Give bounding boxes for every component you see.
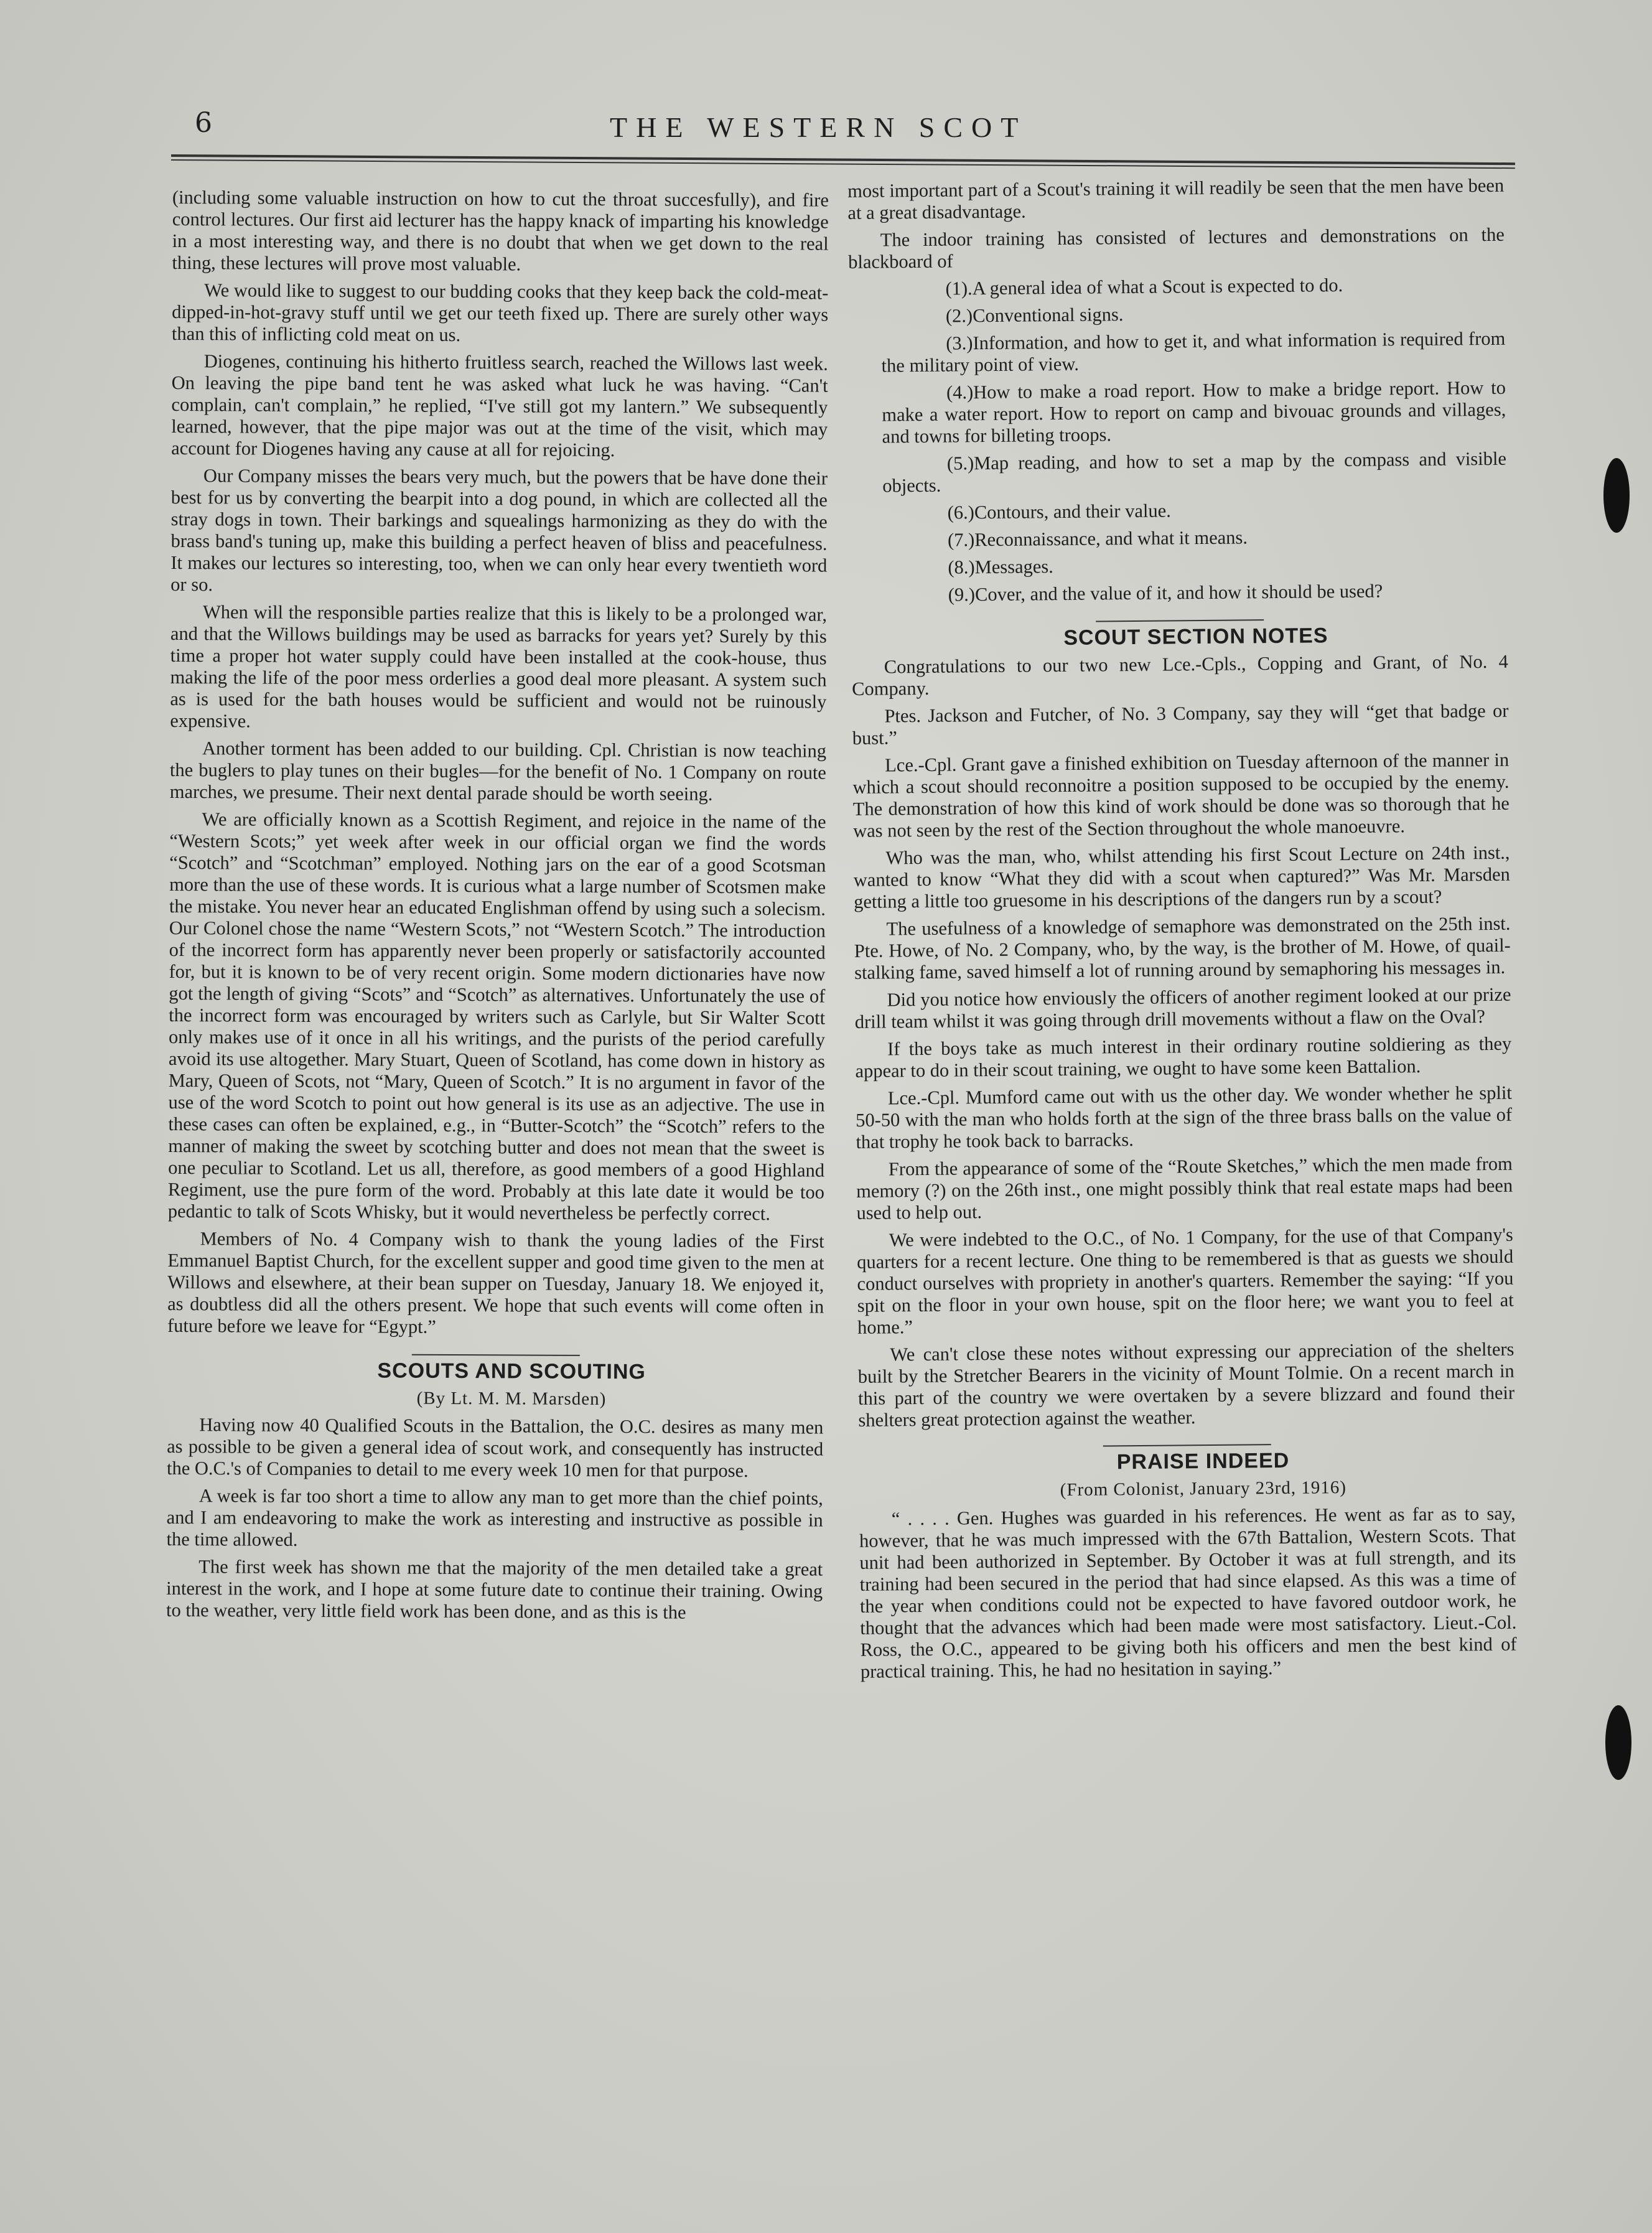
article-paragraph: Our Company misses the bears very much, but the powers that be have done their best for us by converting the bearpit into a dog pound, in which are collected all the stray dogs in town. Their barkings and squealings harmonizing as they do with the brass band's tuning up, make this building a perfect heaven of bliss and peacefulness. It makes our lectures so interesting, too, when we can only hear every twentieth word or so. [170, 465, 828, 596]
running-head: THE WESTERN SCOT [610, 111, 1027, 143]
article-paragraph: Lce.-Cpl. Mumford came out with us the other day. We wonder whether he split 50-50 with the man who holds forth at the sign of the three brass balls on the value of that trophy he took back to barracks. [856, 1082, 1513, 1153]
list-item-number: (7.) [947, 529, 975, 551]
scouts-heading: SCOUTS AND SCOUTING [377, 1359, 646, 1384]
section-divider [411, 1354, 579, 1356]
list-item-text: A general idea of what a Scout is expected to do. [972, 274, 1343, 299]
article-paragraph: We would like to suggest to our budding cooks that they keep back the cold-meat-dipped-in-hot-gravy stuff until we get our teeth fixed up. There are surely other ways than this of inflicting cold meat on us. [171, 279, 829, 346]
article-paragraph: Did you notice how enviously the officers of another regiment looked at our prize drill team whilst it was going through drill movements without a flaw on the Oval? [854, 983, 1511, 1032]
article-paragraph: (including some valuable instruction on how to cut the throat succesfully), and fire control lectures. Our first aid lecturer has the happy knack of imparting his knowledge in a most interesting way, and there is no doubt that when we get down to the real thing, these lectures will prove most valuable. [172, 187, 829, 275]
article-paragraph: Having now 40 Qualified Scouts in the Battalion, the O.C. desires as many men as possible to be given a general idea of scout work, and consequently has instructed the O.C.'s of Companies to detail to me every week 10 men for that purpose. [166, 1414, 824, 1482]
list-item [849, 328, 1506, 377]
list-item [851, 525, 1507, 552]
list-item-number: (6.) [947, 502, 975, 523]
article-paragraph: We were indebted to the O.C., of No. 1 Company, for the use of that Company's quarters for a recent lecture. One thing to be remembered is that as guests we should conduct ourselves with propriety in another's quarters. Remember the saying: “If you spit on the floor in your own house, spit on the floor here; we want you to feel at home.” [857, 1224, 1514, 1338]
article-paragraph: Lce.-Cpl. Grant gave a finished exhibition on Tuesday afternoon of the manner in which a scout should reconnoitre a position supposed to be occupied by the enemy. The demonstration of how this kind of work should be done was so thorough that he was not seen by the rest of the Section throughout the whole manoeuvre. [852, 749, 1510, 841]
article-paragraph: The first week has shown me that the majority of the men detailed take a great interest in the work, and I hope at some future date to continue their training. Owing to the weather, very little field work has been done, and as this is the [166, 1556, 823, 1623]
article-paragraph: Ptes. Jackson and Futcher, of No. 3 Company, say they will “get that badge or bust.” [852, 700, 1509, 749]
list-item-number: (9.) [948, 584, 976, 606]
list-item-number: (8.) [948, 556, 975, 578]
article-paragraph: If the boys take as much interest in their ordinary routine soldiering as they appear to do in their scout training, we ought to have some keen Battalion. [855, 1032, 1512, 1082]
list-item [848, 273, 1505, 301]
list-item-number: (3.) [946, 332, 973, 354]
list-item-text: Reconnaissance, and what it means. [974, 527, 1248, 551]
section-notes-heading: SCOUT SECTION NOTES [1063, 624, 1328, 650]
list-item-text: How to make a road report. How to make a bridge report. How to make a water report. How to report on camp and bivouac grounds and villages, and towns for billeting troops. [882, 377, 1506, 447]
list-item [849, 301, 1505, 328]
list-item [851, 552, 1507, 579]
list-item-text: Contours, and their value. [974, 500, 1171, 523]
list-item [850, 448, 1507, 497]
article-paragraph: Congratulations to our two new Lce.-Cpls., Copping and Grant, of No. 4 Company. [851, 650, 1508, 700]
article-paragraph: Who was the man, who, whilst attending his first Scout Lecture on 24th inst., wanted to know “What they did with a scout when captured?” Was Mr. Marsden getting a little too gruesome in his descriptions of the dangers run by a scout? [853, 841, 1510, 912]
list-item-text: Messages. [974, 556, 1053, 578]
list-item-text: Cover, and the value of it, and how it should be used? [974, 580, 1383, 606]
left-column [166, 187, 829, 1630]
article-paragraph: Diogenes, continuing his hitherto fruitless search, reached the Willows last week. On leaving the pipe band tent he was asked what luck he was having. “Can't complain, can't complain,” he replied, “I've still got my lantern.” We subsequently learned, however, that the pipe major was out at the time of the visit, which may account for Diogenes having any cause at all for rejoicing. [171, 350, 828, 461]
scouts-byline: (By Lt. M. M. Marsden) [416, 1388, 607, 1410]
right-column [847, 175, 1517, 1688]
article-paragraph: When will the responsible parties realize that this is likely to be a prolonged war, and that the Willows buildings may be used as barracks for years yet? Surely by this time a proper hot water supply could have been installed at the cook-house, thus making the life of the poor mess orderlies a good deal more pleasant. A system such as is used for the bath houses would be sufficient and would not be ruinously expensive. [170, 601, 828, 732]
list-item-number: (1). [945, 278, 973, 299]
section-divider [1103, 1444, 1271, 1446]
list-item [851, 497, 1507, 525]
list-item-number: (2.) [945, 305, 973, 327]
section-divider [1096, 619, 1264, 622]
article-paragraph: The indoor training has consisted of lectures and demonstrations on the blackboard of [847, 223, 1505, 273]
article-paragraph: Members of No. 4 Company wish to thank the young ladies of the First Emmanuel Baptist Church, for the excellent supper and good time given to the men at Willows and elsewhere, at their bean supper on Tuesday, January 18. We enjoyed it, as doubtless did all the others present. We hope that such events will come often in future before we leave for “Egypt.” [167, 1228, 824, 1337]
praise-byline: (From Colonist, January 23rd, 1916) [1060, 1477, 1347, 1500]
binding-hole-mark [1605, 1705, 1631, 1780]
list-item-text: Conventional signs. [972, 304, 1124, 327]
article-paragraph: We can't close these notes without expressing our appreciation of the shelters built by the Stretcher Bearers in the vicinity of Mount Tolmie. On a recent march in this part of the country we were overtaken by a severe blizzard and found their shelters great protection against the weather. [857, 1338, 1515, 1431]
article-paragraph: A week is far too short a time to allow any man to get more than the chief points, and I am endeavoring to make the work as interesting and instructive as possible in the time allowed. [166, 1485, 823, 1550]
list-item [851, 579, 1508, 607]
header-rule [171, 154, 1515, 169]
article-paragraph: Another torment has been added to our building. Cpl. Christian is now teaching the buglers to play tunes on their bugles—for the benefit of No. 1 Company on route marches, we presume. Their next dental parade should be worth seeing. [169, 737, 827, 805]
list-item-number: (5.) [946, 452, 974, 474]
article-paragraph: We are officially known as a Scottish Regiment, and rejoice in the name of the “Western Scots;” yet week after week in our official organ we find the words “Scotch” and “Scotchman” employed. Nothing jars on the ear of a good Scotsman more than the use of these words. It is curious what a large number of Scotsmen make the mistake. You never hear an educated Englishman offend by using such a solecism. Our Colonel chose the name “Western Scots,” not “Western Scotch.” The introduction of the incorrect form has apparently never been properly or satisfactorily accounted for, but it is known to be of very recent origin. Some modern dictionaries have now got the length of giving “Scots” and “Scotch” as alternatives. Unfortunately the use of the incorrect form was encouraged by writers such as Carlyle, but Sir Walter Scott only makes use of it once in all his writings, and the purists of the period carefully avoid its use altogether. Mary Stuart, Queen of Scotland, has come down in history as Mary, Queen of Scots, not “Mary, Queen of Scotch.” It is no argument in favor of the use of the word Scotch to point out how general is its use as an adjective. The use in these cases can often be explained, e.g., in “Butter-Scotch” the “Scotch” refers to the manner of making the sweet by scotching butter and does not mean that the sweet is one peculiar to Scotland. Let us all, therefore, as good members of a good Highland Regiment, use the pure form of the word. Probably at this late date it would be too pedantic to talk of Scots Whisky, but it would nevertheless be perfectly correct. [167, 808, 826, 1225]
page-number: 6 [195, 107, 212, 139]
list-item [849, 377, 1506, 448]
article-paragraph: The usefulness of a knowledge of semaphore was demonstrated on the 25th inst. Pte. Howe, of No. 2 Company, who, by the way, is the brother of M. Howe, of quail-stalking fame, saved himself a lot of running around by semaphoring his messages in. [854, 912, 1511, 983]
list-item-number: (4.) [946, 382, 974, 403]
binding-hole-mark [1603, 458, 1630, 533]
article-paragraph: From the appearance of some of the “Route Sketches,” which the men made from memory (?) on the 26th inst., one might possibly think that real estate maps had been used to help out. [856, 1153, 1513, 1224]
article-paragraph: “ . . . . Gen. Hughes was guarded in his references. He went as far as to say, however, that he was much impressed with the 67th Battalion, Western Scots. That unit had been authorized in September. By October it was at full strength, and its training had been secured in the period that had since elapsed. As this was a time of the year when conditions could not be expected to have favored outdoor work, he thought that the advances which had been made were most satisfactory. Lieut.-Col. Ross, the O.C., appeared to be giving both his officers and men the best kind of practical training. This, he had no hesitation in saying.” [859, 1502, 1517, 1682]
list-item-text: Map reading, and how to set a map by the compass and visible objects. [882, 447, 1507, 497]
praise-heading: PRAISE INDEED [1116, 1448, 1290, 1474]
training-list [848, 273, 1508, 607]
article-paragraph: most important part of a Scout's training it will readily be seen that the men have been at a great disadvantage. [847, 174, 1505, 223]
list-item-text: Information, and how to get it, and what information is required from the military point of view. [881, 327, 1506, 377]
